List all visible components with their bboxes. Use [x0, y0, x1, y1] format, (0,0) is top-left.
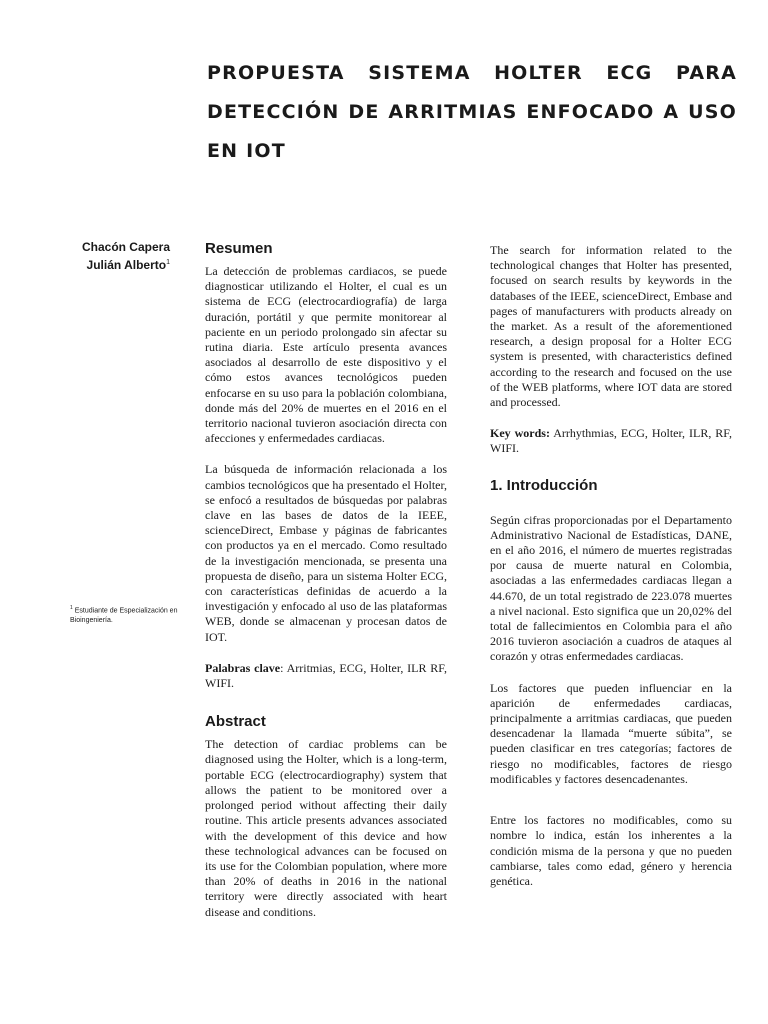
right-column	[490, 243, 732, 889]
abstract-paragraph-2: The search for information related to the technological changes that Holter has presented, focused on search results by keywords in the databases of the IEEE, scienceDirect, Embase and pages of manufacturers with products already on the market. As a result of the aforementioned research, a design proposal for a Holter ECG system is presented, with characteristics defined according to the research and focused on the use of the WEB platforms, where IOT data are stored and processed.	[490, 243, 732, 410]
author-name-text: Julián Alberto	[86, 258, 167, 272]
author-name-line1: Chacón Capera	[81, 240, 170, 254]
resumen-paragraph-2: La búsqueda de información relacionada a los cambios tecnológicos que ha presentado el Holter, se enfocó a resultados de búsquedas por palabras clave en las bases de datos de la IEEE, scienceDirect, Embase y páginas de fabricantes con productos ya en el mercado. Como resultado de la investigación mencionada, se presenta una propuesta de diseño, para un sistema Holter ECG, con características definidas de acuerdo a la investigación y enfocado al uso de las plataformas WEB, donde se almacenan y procesan datos de IOT.	[205, 462, 447, 644]
introduccion-paragraph-1: Según cifras proporcionadas por el Departamento Administrativo Nacional de Estadísticas, DANE, en el año 2016, el número de muertes registradas por causa de muerte natural en Colombia, asociadas a las enfermedades cardiacas llegan a 44.670, de un total registrado de 223.078 muertes a nivel nacional. Esto significa que un 20,02% del total de fallecimientos en Colombia para el año 2016 tuvieron asociación a cuadros de ataques al corazón y otras enfermedades cardiacas.	[490, 512, 732, 664]
resumen-heading: Resumen	[205, 240, 273, 257]
footnote-text: Estudiante de Especialización en Bioingeniería.	[70, 607, 178, 625]
paper-title: PROPUESTA SISTEMA HOLTER ECG PARA DETECCIÓN DE ARRITMIAS ENFOCADO A USO EN IOT	[207, 62, 737, 162]
abstract-paragraph-1: The detection of cardiac problems can be diagnosed using the Holter, which is a long-term, portable ECG (electrocardiography) system that allows the patient to be monitored over a prolonged period without affecting their daily routine. This article presents advances associated with the development of this device and how these technological advances can be focused on its use for the Colombian population, where more than 20% of deaths in 2016 in the national territory were directly associated with heart disease and conditions.	[205, 737, 447, 919]
resumen-paragraph-1: La detección de problemas cardiacos, se puede diagnosticar utilizando el Holter, el cual es un sistema de ECG (electrocardiografía) de larga duración, portátil y que permite monitorear al paciente en un periodo prolongado sin afectar su rutina diaria. Este artículo presenta avances asociados al desarrollo de este dispositivo y el cómo estos avances tecnológicos pueden enfocarse en su uso para la población colombiana, donde más del 20% de muertes en el 2016 en el territorio nacional tuvieron asociación directa con afecciones y enfermedades cardiacas.	[205, 264, 447, 446]
key-words-text: Arrhythmias, ECG, Holter, ILR, RF, WIFI.	[490, 426, 733, 456]
footnote	[70, 603, 185, 626]
palabras-clave	[205, 661, 447, 691]
key-words	[490, 426, 732, 456]
author-block	[60, 239, 170, 273]
introduccion-paragraph-2: Los factores que pueden influenciar en la aparición de enfermedades cardiacas, principalmente a arritmias cardiacas, que pueden desencadenar la llamada “muerte súbita”, se pueden clasificar en tres categorías; factores de riesgo no modificables, factores de riesgo modificables y factores desencadenantes.	[490, 680, 732, 786]
palabras-clave-text: : Arritmias, ECG, Holter, ILR RF, WIFI.	[205, 660, 447, 691]
abstract-heading: Abstract	[205, 713, 266, 731]
palabras-clave-label: Palabras clave	[205, 660, 281, 675]
author-footnote-mark: 1	[166, 259, 170, 266]
key-words-label: Key words:	[490, 426, 550, 441]
left-column	[205, 240, 447, 920]
introduccion-paragraph-3: Entre los factores no modificables, como su nombre lo indica, están los inherentes a la condición misma de la persona y que no pueden cambiarse, tales como edad, género y herencia genética.	[490, 813, 732, 888]
footnote-mark: 1	[70, 605, 73, 611]
author-name-line2	[60, 255, 170, 273]
introduccion-heading: 1. Introducción	[490, 476, 598, 494]
